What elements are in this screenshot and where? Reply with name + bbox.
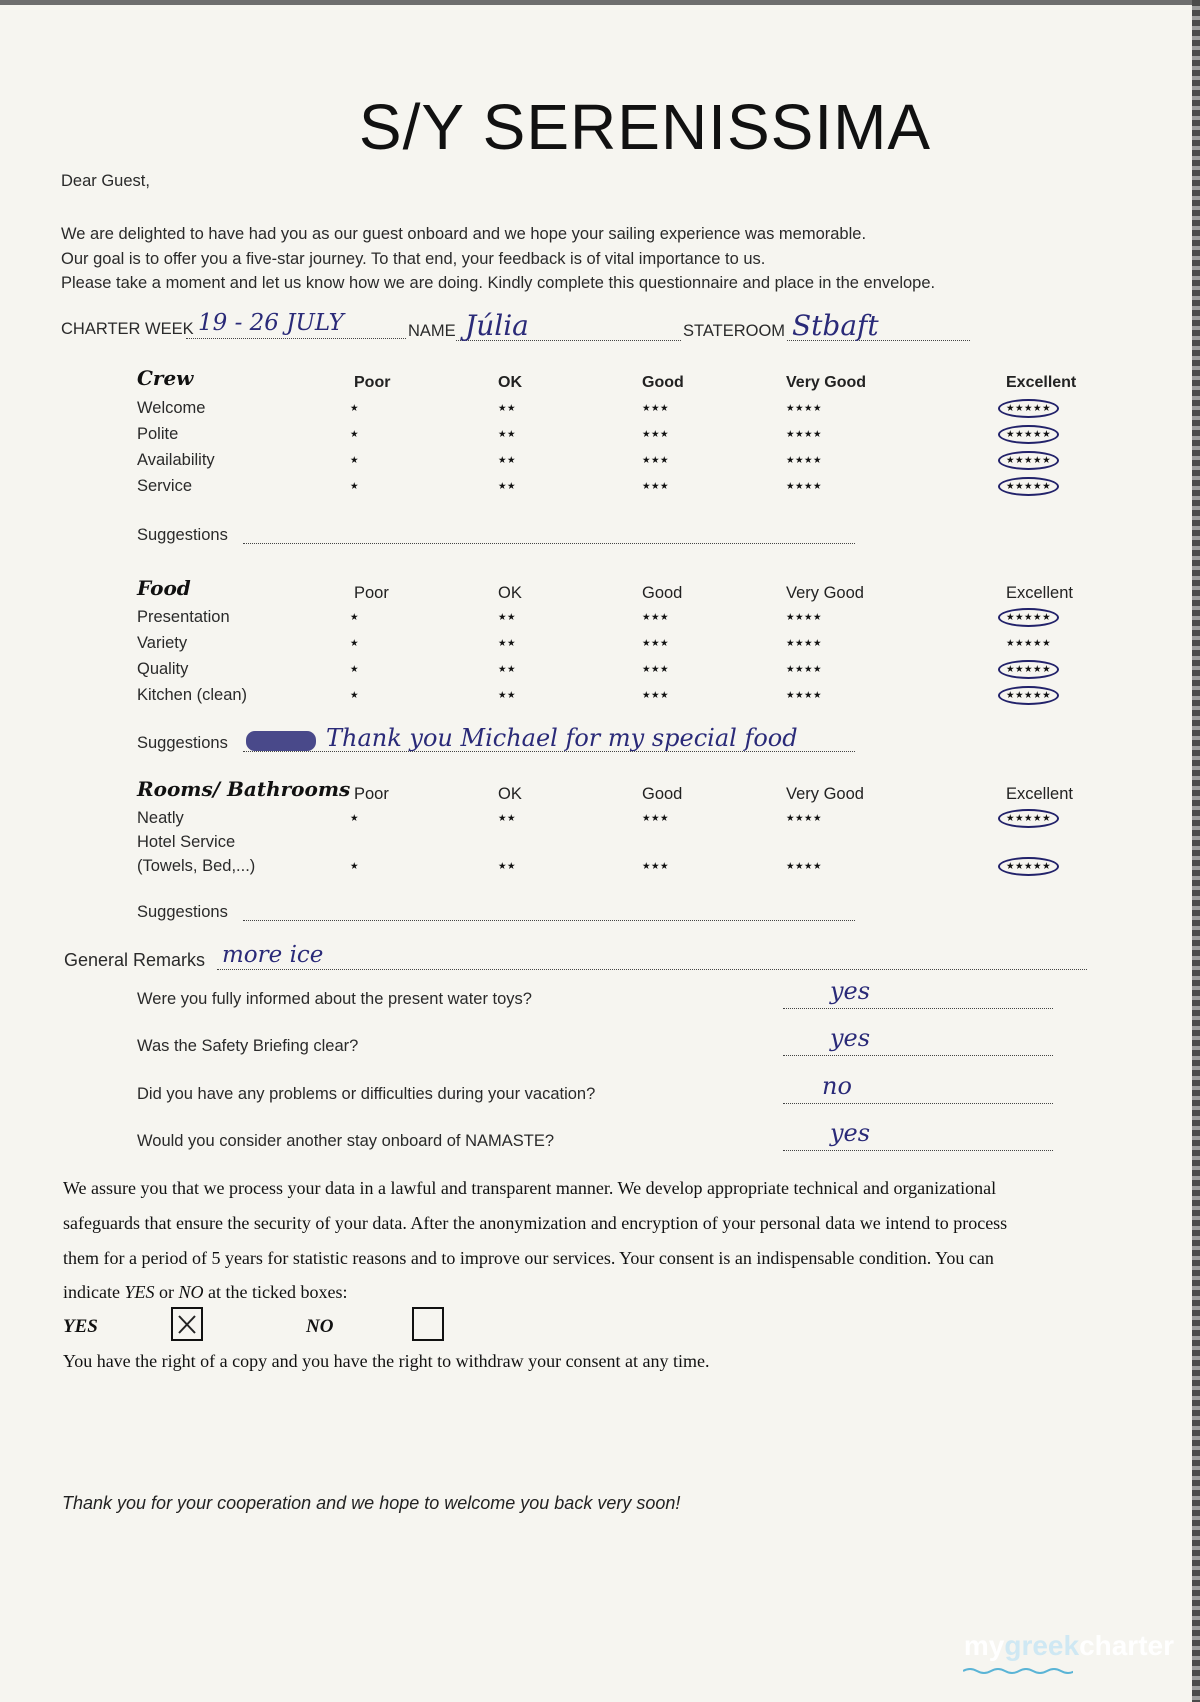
rating-stars[interactable]: ★ [350,481,360,492]
rating-column-header: Good [642,584,683,602]
rating-stars[interactable]: ★★★ [642,612,670,623]
intro-line-3: Please take a moment and let us know how we are doing. Kindly complete this questionnaire and place in the envelope. [61,274,936,292]
criterion-label: Polite [137,425,179,443]
scribble-mark [246,731,316,751]
criterion-label: Neatly [137,809,184,827]
rating-stars[interactable]: ★★ [498,455,517,466]
check-x-icon [173,1309,201,1339]
rating-stars[interactable]: ★ [350,861,360,872]
selected-rating-stars[interactable]: ★★★★★ [998,686,1059,705]
suggestions-label: Suggestions [137,734,228,752]
criterion-label: Availability [137,451,215,469]
stateroom-label: STATEROOM [683,322,786,340]
criterion-label: Welcome [137,399,206,417]
consent-line-1: We assure you that we process your data in a lawful and transparent manner. We develop appropriate technical and organizational [63,1178,997,1198]
general-remarks-line [217,969,1087,970]
rating-stars[interactable]: ★ [350,664,360,675]
rating-stars[interactable]: ★★★★★ [1006,638,1052,649]
selected-rating-stars[interactable]: ★★★★★ [998,809,1059,828]
rating-stars[interactable]: ★ [350,638,360,649]
charter-week-line [186,338,406,339]
rating-stars[interactable]: ★ [350,612,360,623]
rating-stars[interactable]: ★★ [498,612,517,623]
rating-stars[interactable]: ★★★★ [786,813,823,824]
rating-stars[interactable]: ★★★ [642,403,670,414]
rating-column-header: Poor [354,374,391,391]
rating-stars[interactable]: ★ [350,403,360,414]
stateroom-value[interactable]: Stbaft [792,309,879,342]
rating-column-header: OK [498,785,522,803]
rating-column-header: OK [498,374,522,391]
rating-column-header: Good [642,374,684,391]
rating-stars[interactable]: ★ [350,813,360,824]
closing-message: Thank you for your cooperation and we hope to welcome you back very soon! [62,1493,681,1513]
rating-stars[interactable]: ★★ [498,638,517,649]
consent-line-2: safeguards that ensure the security of your data. After the anonymization and encryption of your personal data we intend to process [63,1213,1008,1233]
rating-stars[interactable]: ★★★ [642,861,670,872]
criterion-label: Presentation [137,608,230,626]
answer-value[interactable]: yes [830,977,871,1005]
criterion-label-secondary: (Towels, Bed,...) [137,857,256,875]
suggestions-label: Suggestions [137,526,228,544]
greeting: Dear Guest, [61,172,150,190]
rating-column-header: OK [498,584,522,602]
rating-stars[interactable]: ★★ [498,690,517,701]
consent-yes-label: YES [63,1316,98,1337]
consent-no-label: NO [306,1316,334,1337]
criterion-label: Hotel Service [137,833,236,851]
answer-line [783,1103,1053,1104]
criterion-label: Kitchen (clean) [137,686,248,704]
rating-stars[interactable]: ★★★ [642,429,670,440]
rating-stars[interactable]: ★★★★ [786,861,823,872]
rating-stars[interactable]: ★★ [498,429,517,440]
intro-line-1: We are delighted to have had you as our guest onboard and we hope your sailing experience was memorable. [61,225,867,243]
selected-rating-stars[interactable]: ★★★★★ [998,399,1059,418]
rating-stars[interactable]: ★★ [498,813,517,824]
watermark-logo: mygreekcharter [963,1630,1174,1661]
question-text: Would you consider another stay onboard of NAMASTE? [137,1132,555,1150]
rating-column-header: Poor [354,785,389,803]
name-value[interactable]: Júlia [465,309,529,342]
question-text: Were you fully informed about the present water toys? [137,990,532,1008]
selected-rating-stars[interactable]: ★★★★★ [998,477,1059,496]
rating-stars[interactable]: ★★★ [642,690,670,701]
selected-rating-stars[interactable]: ★★★★★ [998,660,1059,679]
consent-yes-checkbox[interactable] [171,1307,203,1341]
general-remarks-value[interactable]: more ice [222,942,324,968]
answer-line [783,1008,1053,1009]
answer-value[interactable]: yes [830,1024,871,1052]
section-title: Crew [137,366,194,390]
criterion-label: Service [137,477,193,495]
rating-stars[interactable]: ★★★ [642,481,670,492]
rating-stars[interactable]: ★★★★ [786,612,823,623]
rating-column-header: Very Good [786,374,867,391]
rating-stars[interactable]: ★★ [498,481,517,492]
rating-column-header: Very Good [786,584,864,602]
consent-indicate-line: indicate YES or NO at the ticked boxes: [63,1282,348,1302]
rating-column-header: Excellent [1006,374,1077,391]
form-title: S/Y SERENISSIMA [358,91,932,163]
consent-line-3: them for a period of 5 years for statistic reasons and to improve our services. Your consent is an indispensable condition. You can [63,1248,994,1268]
rating-stars[interactable]: ★★★★ [786,455,823,466]
section-title: Food [137,576,191,600]
section-title: Rooms/ Bathrooms [137,777,351,801]
suggestions-line [243,543,855,544]
rating-column-header: Excellent [1006,584,1073,602]
rating-stars[interactable]: ★★ [498,861,517,872]
rating-stars[interactable]: ★★★★ [786,664,823,675]
wave-icon [963,1667,1073,1675]
rating-column-header: Poor [354,584,389,602]
rating-stars[interactable]: ★ [350,690,360,701]
answer-line [783,1055,1053,1056]
rating-stars[interactable]: ★★★★ [786,638,823,649]
rating-stars[interactable]: ★★ [498,403,517,414]
rating-stars[interactable]: ★★★★ [786,690,823,701]
rating-stars[interactable]: ★ [350,455,360,466]
suggestions-line [243,920,855,921]
charter-week-label: CHARTER WEEK [61,320,194,338]
question-text: Was the Safety Briefing clear? [137,1037,359,1055]
rating-stars[interactable]: ★★★★ [786,403,823,414]
rating-column-header: Excellent [1006,785,1073,803]
general-remarks-label: General Remarks [64,950,206,970]
suggestions-label: Suggestions [137,903,228,921]
answer-value[interactable]: no [822,1072,852,1100]
rating-stars[interactable]: ★★★ [642,638,670,649]
rating-stars[interactable]: ★★★ [642,455,670,466]
selected-rating-stars[interactable]: ★★★★★ [998,425,1059,444]
answer-line [783,1150,1053,1151]
rating-stars[interactable]: ★★★★ [786,481,823,492]
intro-line-2: Our goal is to offer you a five-star journey. To that end, your feedback is of vital importance to us. [61,250,766,268]
selected-rating-stars[interactable]: ★★★★★ [998,857,1059,876]
question-text: Did you have any problems or difficulties during your vacation? [137,1085,596,1103]
rating-stars[interactable]: ★★★ [642,813,670,824]
charter-week-value[interactable]: 19 - 26 JULY [198,310,344,336]
name-label: NAME [408,322,456,340]
rating-stars[interactable]: ★★ [498,664,517,675]
criterion-label: Quality [137,660,189,678]
rating-stars[interactable]: ★★★★ [786,429,823,440]
consent-rights-text: You have the right of a copy and you have the right to withdraw your consent at any time. [63,1351,710,1371]
selected-rating-stars[interactable]: ★★★★★ [998,451,1059,470]
rating-stars[interactable]: ★★★ [642,664,670,675]
criterion-label: Variety [137,634,188,652]
selected-rating-stars[interactable]: ★★★★★ [998,608,1059,627]
answer-value[interactable]: yes [830,1119,871,1147]
suggestions-value[interactable]: Thank you Michael for my special food [326,724,798,752]
rating-column-header: Good [642,785,683,803]
rating-column-header: Very Good [786,785,864,803]
rating-stars[interactable]: ★ [350,429,360,440]
consent-no-checkbox[interactable] [412,1307,444,1341]
